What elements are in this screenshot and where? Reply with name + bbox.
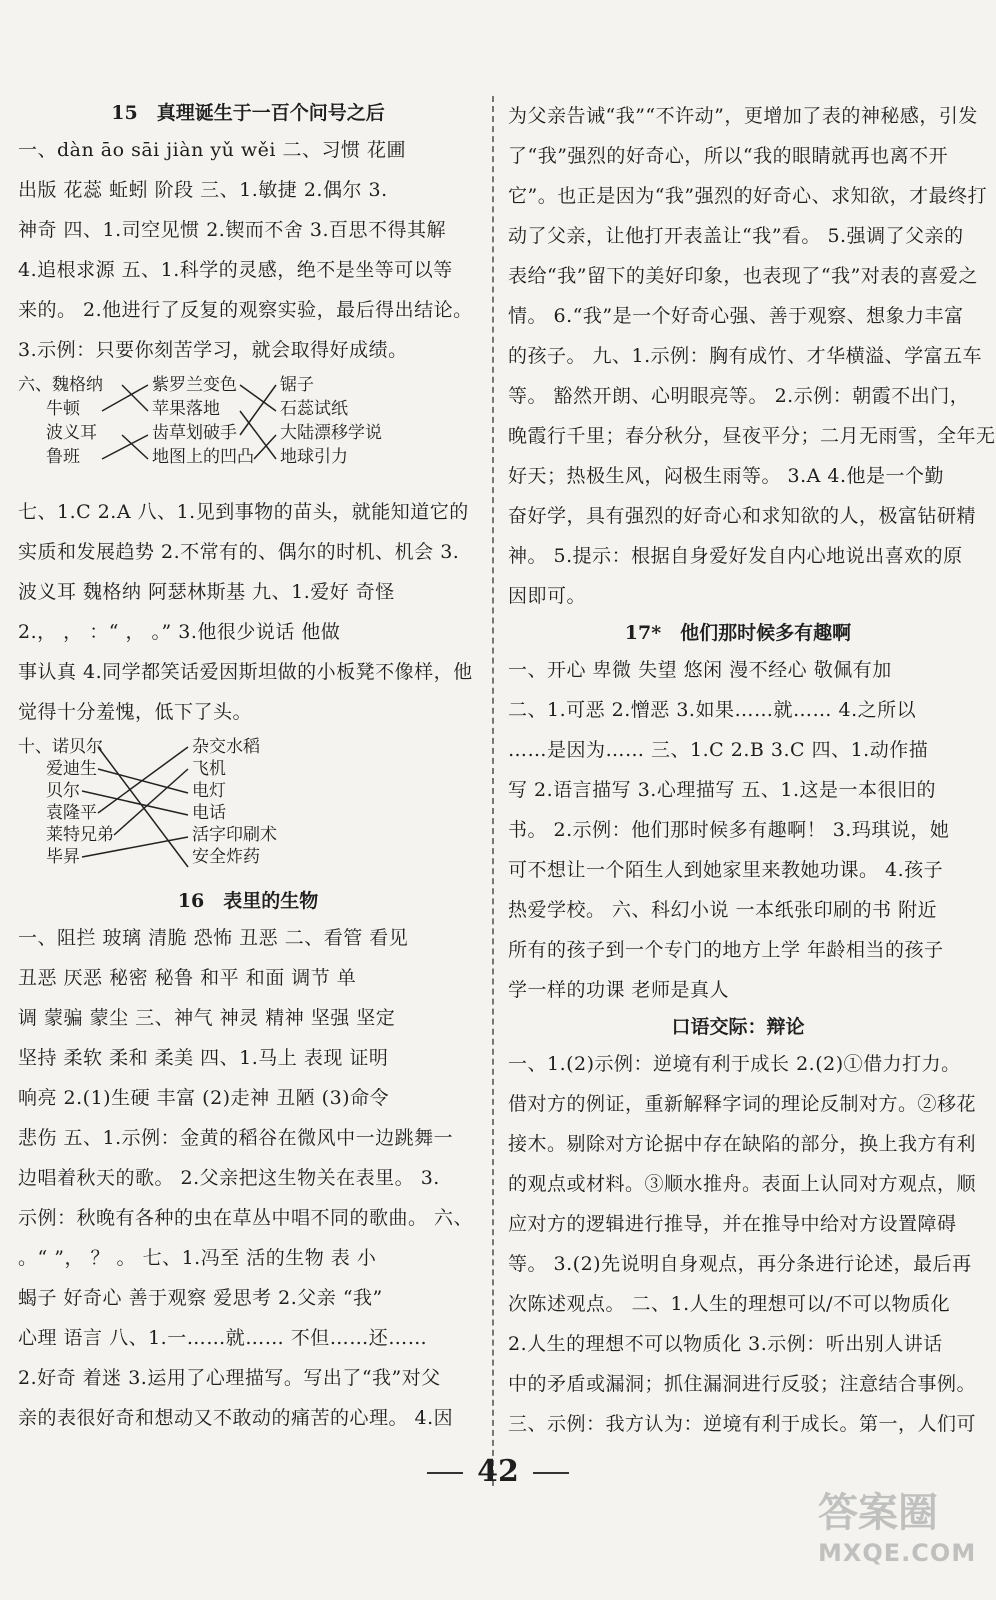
text-line: 七、1.C 2.A 八、1.见到事物的苗头，就能知道它的 [18,501,469,523]
oral-communication-title: 口语交际：辩论 [671,1016,805,1038]
text-line: 心理 语言 八、1.一……就…… 不但……还…… [18,1327,428,1349]
text-line: 一、开心 卑微 失望 悠闲 漫不经心 敬佩有加 [508,659,892,681]
text-line: 次陈述观点。 二、1.人生的理想可以/不可以物质化 [508,1293,951,1315]
page-number [0,1452,996,1492]
text-line: 波义耳 魏格纳 阿瑟林斯基 九、1.爱好 奇怪 [18,581,395,603]
text-line: 书。 2.示例：他们那时候多有趣啊！ 3.玛琪说，她 [508,819,950,841]
text-line: 觉得十分羞愧，低下了头。 [18,701,253,723]
text-line: 神。 5.提示：根据自身爱好发自内心地说出喜欢的原 [508,545,963,567]
text-line: 可不想让一个陌生人到她家里来教她功课。 4.孩子 [508,859,944,881]
text-line: 一、1.(2)示例：逆境有利于成长 2.(2)①借力打力。 [508,1053,961,1075]
page-number-dash [533,1472,569,1474]
watermark-url: MXQE.COM [818,1539,977,1567]
text-line: 应对方的逻辑进行推导，并在推导中给对方设置障碍 [508,1213,957,1235]
text-line: 表给“我”留下的美好印象，也表现了“我”对表的喜爱之 [508,265,978,287]
match-left-item: 牛顿 [46,399,80,419]
text-line: 神奇 四、1.司空见惯 2.锲而不舍 3.百思不得其解 [18,219,447,241]
text-line: 的观点或材料。③顺水推舟。表面上认同对方观点，顺 [508,1173,977,1195]
match-right-item: 杂交水稻 [192,737,260,757]
match-right-item: 活字印刷术 [192,825,277,845]
text-line: 调 蒙骗 蒙尘 三、神气 神灵 精神 坚强 坚定 [18,1007,396,1029]
text-line: 出版 花蕊 蚯蚓 阶段 三、1.敏捷 2.偶尔 3. [18,179,388,201]
match-left-item: 爱迪生 [46,759,97,779]
match-right-item: 飞机 [192,759,226,779]
text-line: ……是因为…… 三、1.C 2.B 3.C 四、1.动作描 [508,739,929,761]
text-line: 所有的孩子到一个专门的地方上学 年龄相当的孩子 [508,939,944,961]
match-right-item: 锯子 [280,375,314,395]
text-line: 3.示例：只要你刻苦学习，就会取得好成绩。 [18,339,408,361]
text-line: 它”。也正是因为“我”强烈的好奇心、求知欲，才最终打 [508,185,988,207]
text-line: 亲的表很好奇和想动又不敢动的痛苦的心理。 4.因 [18,1407,454,1429]
text-line: 写 2.语言描写 3.心理描写 五、1.这是一本很旧的 [508,779,937,801]
text-line: 热爱学校。 六、科幻小说 一本纸张印刷的书 附近 [508,899,938,921]
match-left-item: 十、诺贝尔 [18,737,103,757]
match-right-item: 石蕊试纸 [280,399,348,419]
match-mid-item: 地图上的凹凸 [152,447,254,467]
matching-diagram-1 [18,374,478,486]
match-mid-item: 齿草划破手 [152,423,237,443]
text-line: 了“我”强烈的好奇心，所以“我的眼睛就再也离不开 [508,145,949,167]
text-line: 的孩子。 九、1.示例：胸有成竹、才华横溢、学富五车 [508,345,983,367]
left-column [18,96,478,1438]
text-line: 事认真 4.同学都笑话爱因斯坦做的小板凳不像样，他 [18,661,473,683]
section-16-title: 16 表里的生物 [177,890,319,912]
text-line: 借对方的例证，重新解释字词的理论反制对方。②移花 [508,1093,977,1115]
text-line: 二、1.可恶 2.憎恶 3.如果……就…… 4.之所以 [508,699,917,721]
text-line: 蝎子 好奇心 善于观察 爱思考 2.父亲 “我” [18,1287,383,1309]
match-left-item: 波义耳 [46,423,97,443]
text-line: 学一样的功课 老师是真人 [508,979,730,1001]
text-line: 2.好奇 着迷 3.运用了心理描写。写出了“我”对父 [18,1367,441,1389]
text-line: 响亮 2.(1)生硬 丰富 (2)走神 丑陋 (3)命令 [18,1087,390,1109]
text-line: 中的矛盾或漏洞；抓住漏洞进行反驳；注意结合事例。 [508,1373,977,1395]
text-line: 等。 豁然开朗、心明眼亮等。 2.示例：朝霞不出门， [508,385,970,407]
text-line: 2.， ， ：“ ， 。” 3.他很少说话 他做 [18,621,341,643]
text-line: 一、dàn āo sāi jiàn yǔ wěi 二、习惯 花圃 [18,139,407,161]
match-right-item: 安全炸药 [192,847,260,867]
match-left-item: 鲁班 [46,447,80,467]
text-line: 2.人生的理想不可以物质化 3.示例：听出别人讲话 [508,1333,943,1355]
match-left-item: 毕昇 [46,847,80,867]
text-line: 动了父亲，让他打开表盖让“我”看。 5.强调了父亲的 [508,225,964,247]
match-mid-item: 苹果落地 [152,399,220,419]
column-divider [492,96,494,1486]
matching-diagram-2 [18,736,478,878]
page-number-dash [427,1472,463,1474]
match-right-item: 地球引力 [280,447,348,467]
text-line: 好天；热极生风，闷极生雨等。 3.A 4.他是一个勤 [508,465,945,487]
text-line: 悲伤 五、1.示例：金黄的稻谷在微风中一边跳舞一 [18,1127,454,1149]
text-line: 接木。剔除对方论据中存在缺陷的部分，换上我方有利 [508,1133,977,1155]
section-17-title: 17* 他们那时候多有趣啊 [624,622,852,644]
match-right-item: 电灯 [192,781,226,801]
match-right-item: 电话 [192,803,226,823]
text-line: 丑恶 厌恶 秘密 秘鲁 和平 和面 调节 单 [18,967,357,989]
match-right-item: 大陆漂移学说 [280,423,382,443]
text-line: 边唱着秋天的歌。 2.父亲把这生物关在表里。 3. [18,1167,440,1189]
text-line: 一、阻拦 玻璃 清脆 恐怖 丑恶 二、看管 看见 [18,927,409,949]
match-left-item: 袁隆平 [46,803,97,823]
section-15-title: 15 真理诞生于一百个问号之后 [111,102,385,124]
text-line: 4.追根求源 五、1.科学的灵感，绝不是坐等可以等 [18,259,453,281]
text-line: 等。 3.(2)先说明自身观点，再分条进行论述，最后再 [508,1253,972,1275]
text-line: 情。 6.“我”是一个好奇心强、善于观察、想象力丰富 [508,305,964,327]
match-mid-item: 紫罗兰变色 [152,375,237,395]
match-left-item: 莱特兄弟 [46,825,114,845]
text-line: 为父亲告诫“我”“不许动”，更增加了表的神秘感，引发 [508,105,978,127]
watermark-logo [818,1488,978,1588]
match-left-item: 贝尔 [46,781,80,801]
text-line: 实质和发展趋势 2.不常有的、偶尔的时机、机会 3. [18,541,460,563]
match-left-item: 六、魏格纳 [18,375,103,395]
text-line: 示例：秋晚有各种的虫在草丛中唱不同的歌曲。 六、 [18,1207,474,1229]
text-line: 三、示例：我方认为：逆境有利于成长。第一，人们可 [508,1413,977,1435]
text-line: 。“ ”， ？ 。 七、1.冯至 活的生物 表 小 [18,1247,377,1269]
text-line: 晚霞行千里；春分秋分，昼夜平分；二月无雨雪，全年无 [508,425,996,447]
text-line: 因即可。 [508,585,587,607]
text-line: 坚持 柔软 柔和 柔美 四、1.马上 表现 证明 [18,1047,389,1069]
page-number-text: 42 [477,1454,519,1489]
text-line: 来的。 2.他进行了反复的观察实验，最后得出结论。 [18,299,473,321]
right-column [508,96,996,1444]
text-line: 奋好学，具有强烈的好奇心和求知欲的人，极富钻研精 [508,505,977,527]
watermark-text: 答案圈 [818,1490,938,1536]
